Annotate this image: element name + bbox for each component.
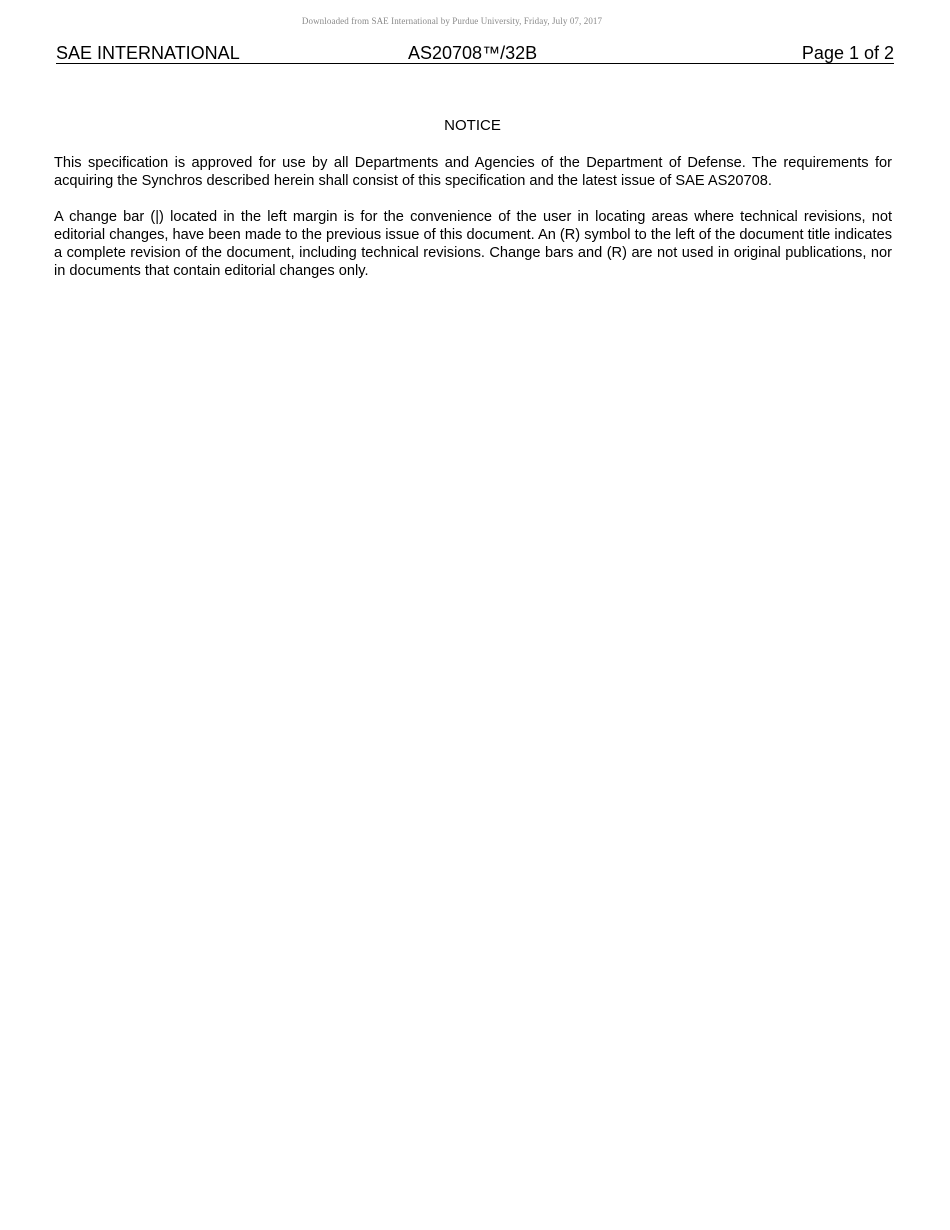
document-header xyxy=(56,43,894,64)
notice-title: NOTICE xyxy=(444,117,501,134)
header-page-label: Page 1 of 2 xyxy=(801,43,894,63)
notice-paragraph-change-bar: A change bar (|) located in the left margin is for the convenience of the user in locating areas where technical revisions, not editorial changes, have been made to the previous issue of this document. An (R) symbol to the left of the document title indicates a complete revision of the document, including technical revisions. Change bars and (R) are not used in original publications, nor in documents that contain editorial changes only. xyxy=(54,209,892,279)
download-watermark: Downloaded from SAE International by Purdue University, Friday, July 07, 2017 xyxy=(301,16,603,26)
header-document-number: AS20708™/32B xyxy=(408,43,538,63)
notice-paragraph-approval: This specification is approved for use by all Departments and Agencies of the Department of Defense. The requirements for acquiring the Synchros described herein shall consist of this specification and the latest issue of SAE AS20708. xyxy=(54,155,892,189)
header-organization: SAE INTERNATIONAL xyxy=(56,43,240,63)
